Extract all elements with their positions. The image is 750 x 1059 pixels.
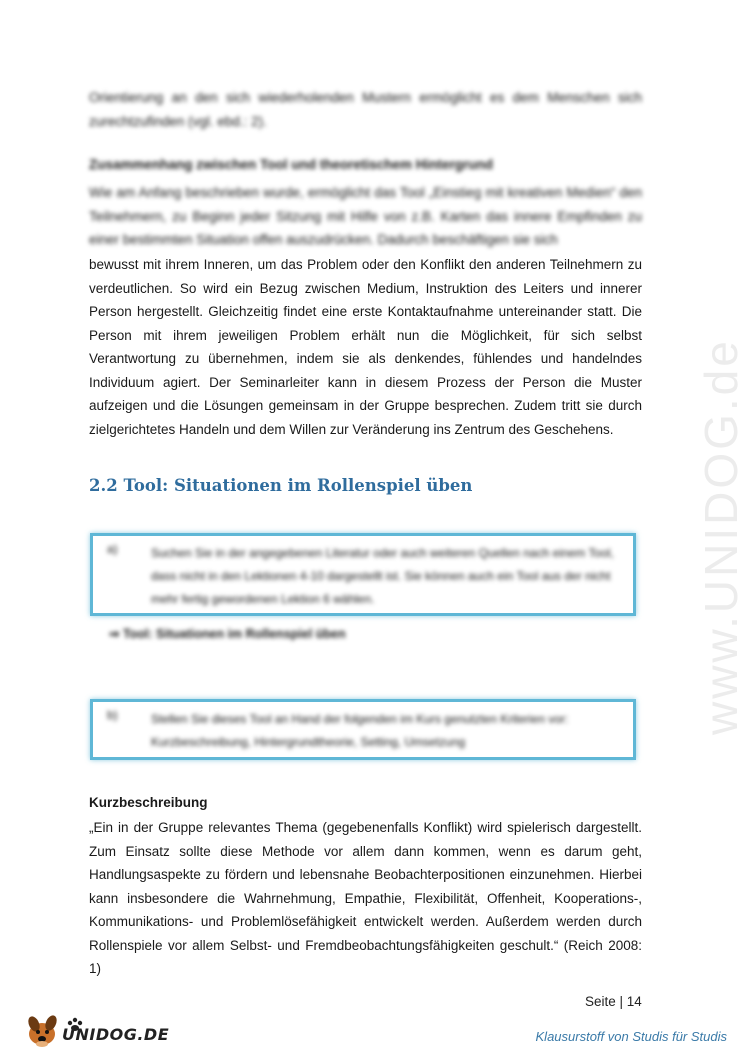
task-b-letter: b) <box>107 708 118 722</box>
footer-tagline: Klausurstoff von Studis für Studis <box>535 1029 727 1044</box>
task-b-text: Stellen Sie dieses Tool an Hand der folgenden im Kurs genutzten Kriterien vor: Kurzbeschreibung, Hintergrundtheorie, Setting, Umsetzung <box>151 712 569 749</box>
tool-arrow-line: ⇒ Tool: Situationen im Rollenspiel üben <box>109 627 346 641</box>
watermark: www.UNIDOG.de <box>695 338 747 735</box>
task-box-a <box>90 533 636 616</box>
context-paragraph: bewusst mit ihrem Inneren, um das Problem oder den Konflikt den anderen Teilnehmern zu verdeutlichen. So wird ein Bezug zwischen Medium, Instruktion des Leiters und innerer Person hergestellt. Gleichzeitig findet eine erste Kontaktaufnahme untereinander statt. Die Person mit ihrem jeweiligen Problem erhält nun die Möglichkeit, für sich selbst Verantwortung zu übernehmen, indem sie als denkendes, fühlendes und handelndes Individuum agiert. Der Seminarleiter kann in diesem Prozess der Person die Muster aufzeigen und die Lösungen gemeinsam in der Gruppe besprechen. Zudem tritt sie durch zielgerichtetes Handeln und dem Willen zur Veränderung ins Zentrum des Geschehens. <box>89 257 642 437</box>
task-a-letter: a) <box>107 542 118 556</box>
subheading-context: Zusammenhang zwischen Tool und theoretischem Hintergrund <box>89 157 494 172</box>
section-heading: 2.2 Tool: Situationen im Rollenspiel üben <box>89 476 473 495</box>
logo-text[interactable]: UNIDOG.DE <box>62 1025 170 1044</box>
context-paragraph-blurred: Wie am Anfang beschrieben wurde, ermöglicht das Tool „Einstieg mit kreativen Medien“ den Teilnehmern, zu Beginn jeder Sitzung mit Hilfe von z.B. Karten das innere Empfinden zu einer bestimmten Situation offen auszudrücken. Dadurch beschäftigen sie sich <box>89 185 642 247</box>
subheading-kurzbeschreibung: Kurzbeschreibung <box>89 795 208 810</box>
kurzbeschreibung-paragraph: „Ein in der Gruppe relevantes Thema (gegebenenfalls Konflikt) wird spielerisch dargestellt. Zum Einsatz sollte diese Methode vor allem dann kommen, wenn es darum geht, Handlungsaspekte zu fördern und lebensnahe Beobachterpositionen einzunehmen. Hierbei kann insbesondere die Wahrnehmung, Empathie, Flexibilität, Offenheit, Kooperations-, Kommunikations- und Problemlösefähigkeit entwickelt werden. Außerdem werden durch Rollenspiele vor allem Selbst- und Fremdbeobachtungsfähigkeiten geschult.“ (Reich 2008: 1) <box>89 820 642 976</box>
task-a-text: Suchen Sie in der angegebenen Literatur oder auch weiteren Quellen nach einem Tool, dass nicht in den Lektionen 4-10 dargestellt ist. Sie können auch ein Tool aus der nicht mehr fertig gewordenen Lektion 6 wählen. <box>151 546 614 606</box>
page-number: Seite | 14 <box>585 994 642 1009</box>
intro-paragraph: Orientierung an den sich wiederholenden Mustern ermöglicht es dem Menschen sich zurechtzufinden (vgl. ebd.: 2). <box>89 90 642 129</box>
task-box-b <box>90 699 636 760</box>
